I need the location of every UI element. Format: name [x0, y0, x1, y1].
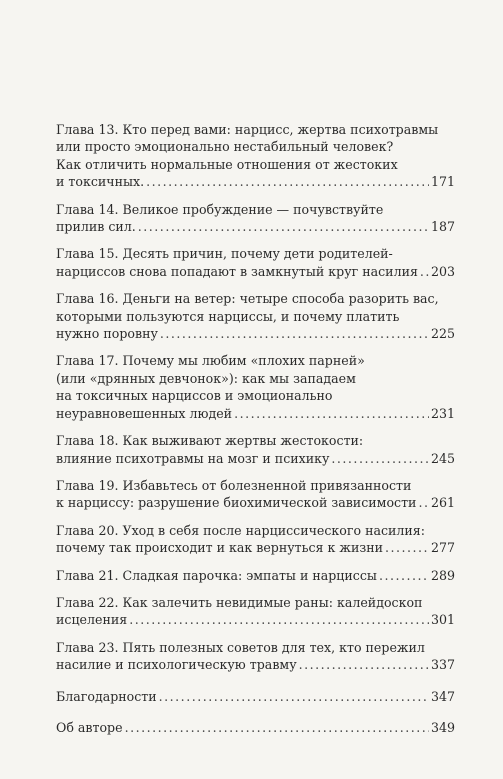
toc-entry-line: Глава 20. Уход в себя после нарциссического насилия:: [56, 522, 425, 538]
toc-entry: [56, 688, 455, 705]
toc-entry-last-line: [56, 494, 455, 511]
dot-leader: [125, 719, 429, 736]
toc-page-number: 261: [430, 495, 455, 511]
toc-page-number: 231: [430, 405, 455, 421]
toc-entry-line: исцеления: [56, 612, 128, 628]
toc-page-number: 349: [430, 719, 455, 735]
toc-entry-line: Глава 19. Избавьтесь от болезненной привязанности: [56, 477, 412, 493]
toc-entry: [56, 201, 455, 236]
toc-entry: [56, 121, 455, 191]
toc-page-number: 187: [430, 219, 455, 235]
toc-entry-line: (или «дрянных девчонок»): как мы западаем: [56, 370, 356, 386]
toc-entry-line: Глава 13. Кто перед вами: нарцисс, жертва психотравмы: [56, 122, 439, 137]
toc-entry-line: Благодарности: [56, 688, 157, 704]
toc-page-number: 245: [430, 450, 455, 466]
toc-entry-line: или просто эмоционально нестабильный человек?: [56, 139, 394, 155]
toc-entry-line: влияние психотравмы на мозг и психику: [56, 450, 330, 466]
toc-entry-last-line: [56, 719, 455, 736]
toc-entry-line: к нарциссу: разрушение биохимической зависимости: [56, 495, 417, 511]
table-of-contents: [56, 121, 455, 750]
toc-entry: [56, 567, 455, 584]
toc-entry-last-line: [56, 656, 455, 673]
toc-entry-line: Глава 15. Десять причин, почему дети родителей-: [56, 246, 393, 262]
toc-page-number: 337: [430, 657, 455, 673]
toc-entry-line: почему так происходит и как вернуться к жизни: [56, 540, 383, 556]
dot-leader: [418, 494, 429, 511]
toc-entry-line: Глава 18. Как выживают жертвы жестокости:: [56, 433, 364, 449]
toc-entry: [56, 594, 455, 629]
toc-entry-line: Глава 22. Как залечить невидимые раны: калейдоскоп: [56, 594, 423, 610]
toc-entry-line: нарциссов снова попадают в замкнутый круг насилия: [56, 263, 418, 279]
toc-entry-last-line: [56, 173, 455, 190]
toc-entry-last-line: [56, 325, 455, 342]
toc-page-number: 225: [430, 326, 455, 342]
toc-entry: [56, 352, 455, 422]
dot-leader: [299, 656, 429, 673]
toc-entry-line: нужно поровну: [56, 326, 158, 342]
toc-page-number: 289: [430, 567, 455, 583]
toc-entry-last-line: [56, 263, 455, 280]
toc-page-number: 277: [430, 540, 455, 556]
dot-leader: [160, 325, 429, 342]
toc-entry-line: Глава 16. Деньги на ветер: четыре способа разорить вас,: [56, 291, 439, 307]
toc-page-number: 203: [430, 263, 455, 279]
toc-entry-line: Глава 17. Почему мы любим «плохих парней»: [56, 353, 365, 369]
toc-entry-last-line: [56, 405, 455, 422]
toc-entry: [56, 522, 455, 557]
toc-entry-last-line: [56, 688, 455, 705]
dot-leader: [129, 611, 429, 628]
toc-page-number: 347: [430, 688, 455, 704]
dot-leader: [331, 450, 429, 467]
dot-leader: [379, 567, 429, 584]
toc-page-number: 301: [430, 612, 455, 628]
toc-entry-line: на токсичных нарциссов и эмоционально: [56, 388, 333, 404]
toc-entry-last-line: [56, 567, 455, 584]
dot-leader: [234, 405, 429, 422]
dot-leader: [138, 218, 429, 235]
toc-entry-line: которыми пользуются нарциссы, и почему платить: [56, 308, 400, 324]
toc-entry-last-line: [56, 611, 455, 628]
toc-entry-line: прилив сил.: [56, 219, 136, 235]
toc-page-number: 171: [430, 174, 455, 190]
toc-entry: [56, 477, 455, 512]
toc-entry-line: Глава 23. Пять полезных советов для тех, кто пережил: [56, 639, 425, 655]
toc-entry: [56, 290, 455, 342]
toc-entry: [56, 432, 455, 467]
toc-entry-line: Глава 14. Великое пробуждение — почувствуйте: [56, 201, 384, 217]
dot-leader: [420, 263, 429, 280]
toc-entry: [56, 719, 455, 736]
toc-entry-line: Об авторе: [56, 719, 123, 735]
toc-entry-last-line: [56, 218, 455, 235]
toc-entry-line: Как отличить нормальные отношения от жестоких: [56, 156, 398, 172]
toc-entry-last-line: [56, 539, 455, 556]
dot-leader: [159, 688, 429, 705]
dot-leader: [385, 539, 429, 556]
toc-entry-line: и токсичных.: [56, 174, 145, 190]
toc-entry-line: Глава 21. Сладкая парочка: эмпаты и нарциссы: [56, 567, 377, 583]
dot-leader: [146, 173, 429, 190]
toc-entry: [56, 639, 455, 674]
toc-entry-line: неуравновешенных людей: [56, 405, 233, 421]
toc-entry-line: насилие и психологическую травму: [56, 657, 297, 673]
toc-entry-last-line: [56, 450, 455, 467]
toc-entry: [56, 245, 455, 280]
